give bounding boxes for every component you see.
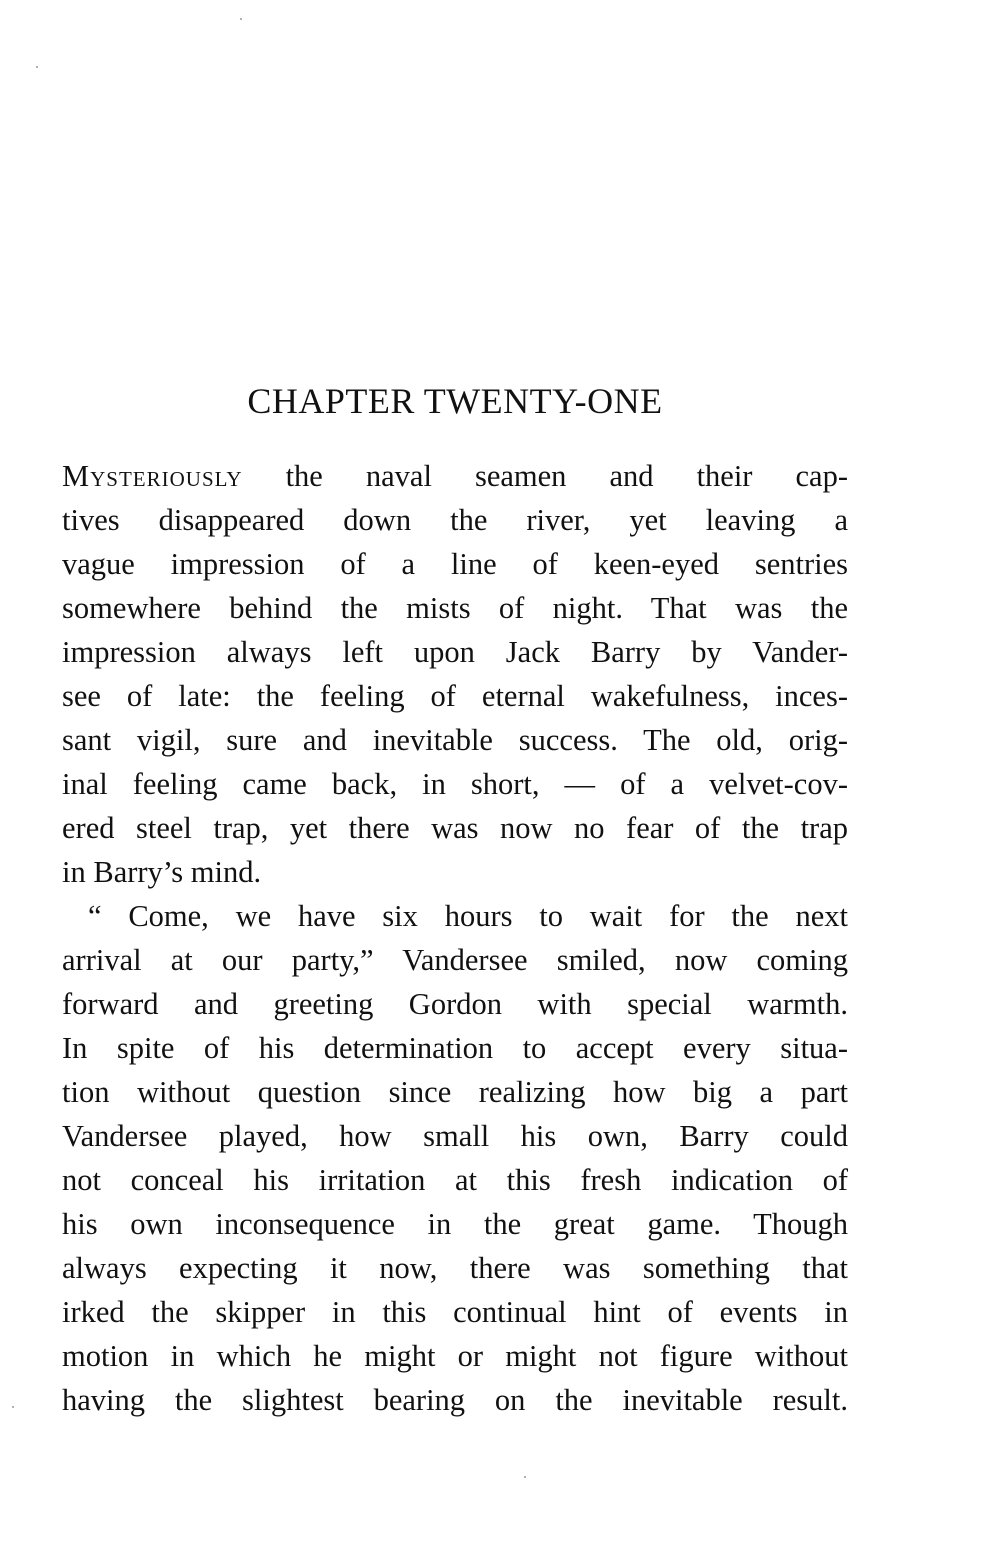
text-line: impression always left upon Jack Barry by Vander- [62,635,848,669]
text-line: see of late: the feeling of eternal wakefulness, inces- [62,679,848,713]
text-line: in Barry’s mind. [62,855,262,889]
text-line: ered steel trap, yet there was now no fear of the trap [62,811,848,845]
opening-word: Mysteriously [62,459,243,493]
text-line: Vandersee played, how small his own, Barry could [62,1119,848,1153]
paper-speck [240,18,242,20]
chapter-title: CHAPTER TWENTY-ONE [247,381,663,421]
text-line-rest: the naval seamen and their cap- [242,459,848,493]
text-line: vague impression of a line of keen-eyed sentries [62,547,848,581]
text-line: tives disappeared down the river, yet leaving a [62,503,848,537]
text-line: having the slightest bearing on the inevitable result. [62,1383,848,1417]
text-line: somewhere behind the mists of night. That was the [62,591,848,625]
text-line: forward and greeting Gordon with special warmth. [62,987,848,1021]
text-line: tion without question since realizing how big a part [62,1075,848,1109]
text-line: motion in which he might or might not figure without [62,1339,848,1373]
paper-speck [12,1406,14,1408]
text-line [62,454,848,498]
text-line: sant vigil, sure and inevitable success. The old, orig- [62,723,848,757]
text-line: In spite of his determination to accept every situa- [62,1031,848,1065]
text-line: his own inconsequence in the great game. Though [62,1207,848,1241]
paper-speck [524,1476,526,1478]
text-line: always expecting it now, there was something that [62,1251,848,1285]
paper-speck [36,66,38,68]
text-line: arrival at our party,” Vandersee smiled, now coming [62,943,848,977]
body-text [62,454,848,1422]
text-line: “ Come, we have six hours to wait for the next [88,899,848,933]
text-line: inal feeling came back, in short, — of a velvet-cov- [62,767,848,801]
text-line: irked the skipper in this continual hint of events in [62,1295,848,1329]
text-line: not conceal his irritation at this fresh indication of [62,1163,848,1197]
